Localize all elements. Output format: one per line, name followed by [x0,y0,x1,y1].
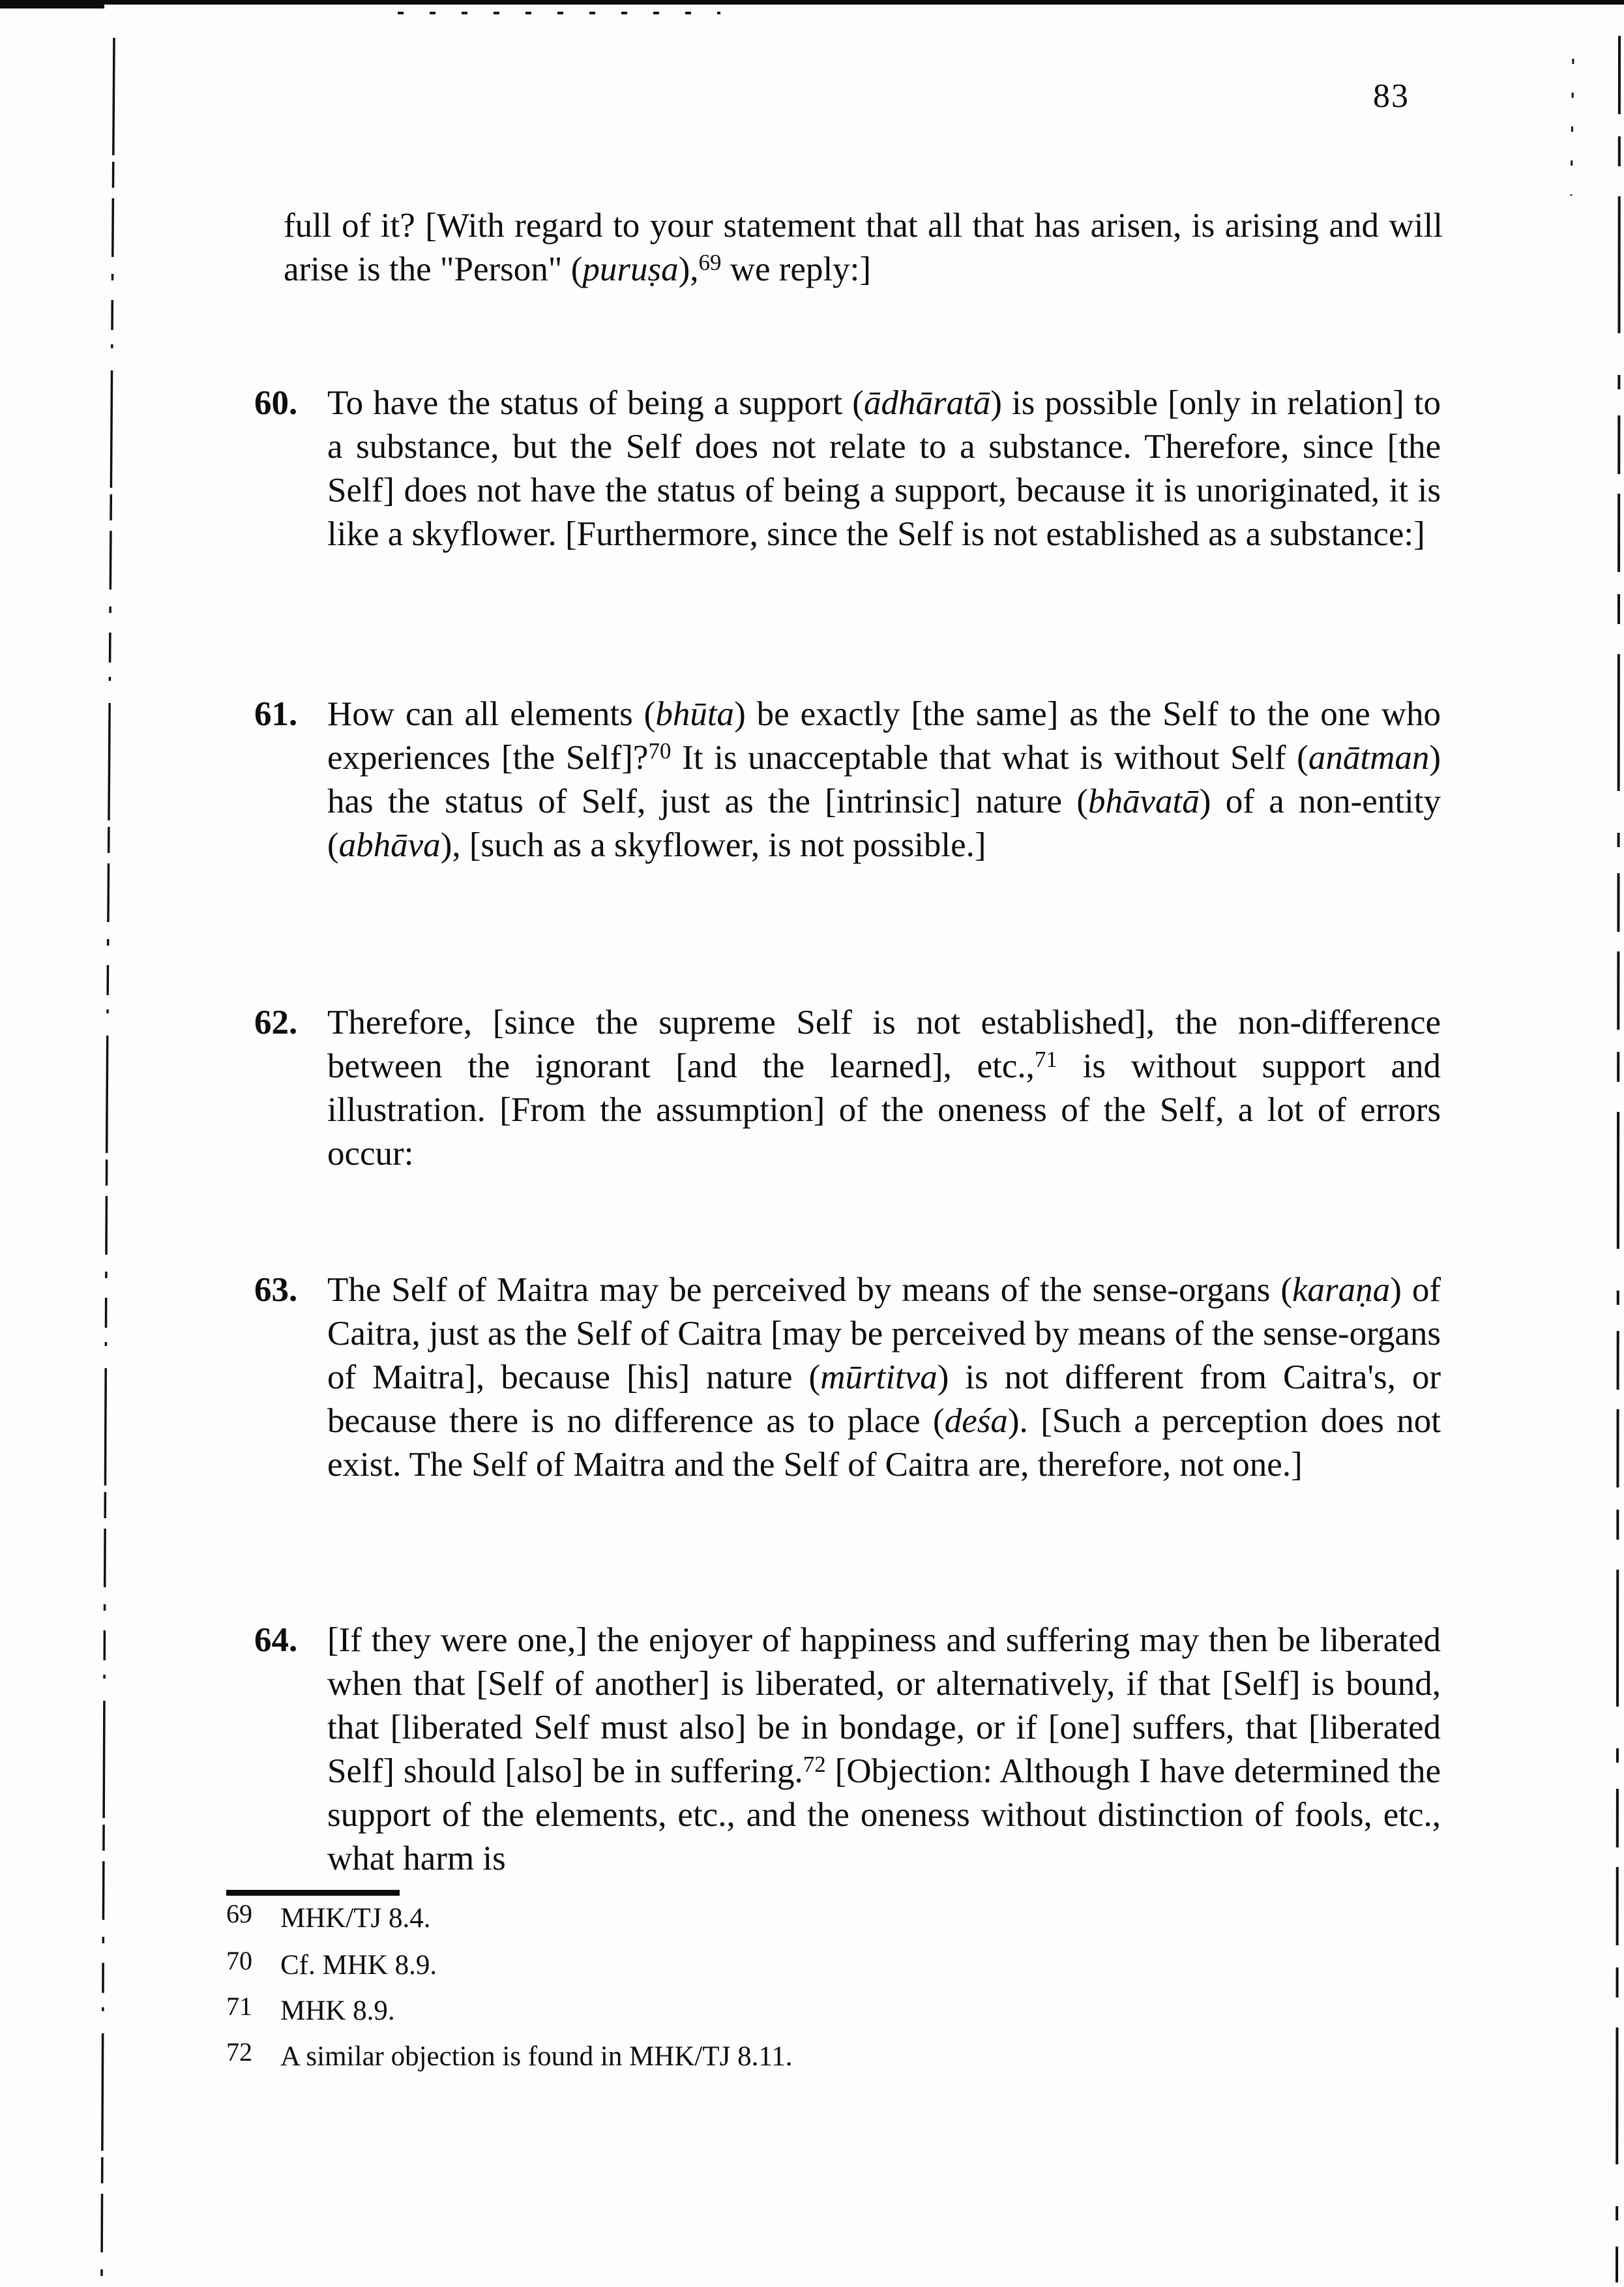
footnote-number: 69 [226,1899,252,1928]
verse-63 [254,1268,1442,1487]
footnote-69 [226,1899,431,1936]
footnote-text: MHK 8.9. [280,1996,395,2026]
footnote-text: MHK/TJ 8.4. [280,1903,431,1934]
verse-text: To have the status of being a support (ādhāratā) is possible [only in relation] to a substance, but the Self does not relate to a substance. Therefore, since [the Self] does not have the status of being a support, because it is unoriginated, it is like a skyflower. [Furthermore, since the Self is not established as a substance:] [327,384,1441,553]
footnote-text: Cf. MHK 8.9. [280,1950,437,1981]
scan-top-left-edge-artifact [0,0,104,8]
verse-64 [254,1619,1442,1881]
verse-number: 60. [254,384,298,422]
footnote-number: 70 [226,1946,252,1975]
verse-61 [254,693,1442,867]
verse-number: 62. [254,1004,298,1041]
verse-60 [254,381,1442,556]
footnote-72 [226,2037,793,2074]
verse-number: 63. [254,1271,298,1309]
verse-text: How can all elements (bhūta) be exactly [the same] as the Self to the one who experiences [the Self]?$^{70}$ It is unacceptable that what is without Self (anātman) has the status of Self, just as the [intrinsic] nature (bhāvatā) of a non-entity (abhāva), [such as a skyflower, is not possible.] [327,695,1441,864]
footnote-separator [226,1890,400,1896]
verse-text: [If they were one,] the enjoyer of happiness and suffering may then be liberated when that [Self of another] is liberated, or alternatively, if that [Self] is bound, that [liberated Self must also] be in bondage, or if [one] suffers, that [liberated Self] should [also] be in suffering.$^{72}$ [Objection: Although I have determined the support of the elements, etc., and the oneness without distinction of fools, etc., what harm is [327,1621,1441,1877]
footnote-number: 72 [226,2037,252,2067]
scan-right-dotted-artifact [1571,59,1573,196]
scan-binding-line-artifact [102,38,114,2276]
verse-62 [254,1001,1442,1176]
footnote-70 [226,1946,437,1982]
verse-text: Therefore, [since the supreme Self is not established], the non-difference between the ignorant [and the learned], etc.,$^{71}$ is without support and illustration. [From the assumption] of the oneness of the Self, a lot of errors occur: [327,1004,1441,1173]
scan-right-edge-line-artifact [1617,36,1619,2282]
continuation-paragraph: full of it? [With regard to your statement that all that has arisen, is arising and will arise is the "Person" (puruṣa),$^{69}$ we reply:] [284,207,1443,288]
verse-number: 64. [254,1621,298,1659]
verse-text: The Self of Maitra may be perceived by means of the sense-organs (karaṇa) of Caitra, just as the Self of Caitra [may be perceived by means of the sense-organs of Maitra], because [his] nature (mūrtitva) is not different from Caitra's, or because there is no difference as to place (deśa). [Such a perception does not exist. The Self of Maitra and the Self of Caitra are, therefore, not one.] [327,1271,1441,1484]
footnote-71 [226,1994,395,2028]
footnote-text: A similar objection is found in MHK/TJ 8.11. [280,2041,793,2072]
page-number: 83 [1373,78,1410,115]
footnote-number: 71 [226,1992,252,2021]
scan-top-edge-artifact [0,0,1624,5]
verse-number: 61. [254,695,298,733]
